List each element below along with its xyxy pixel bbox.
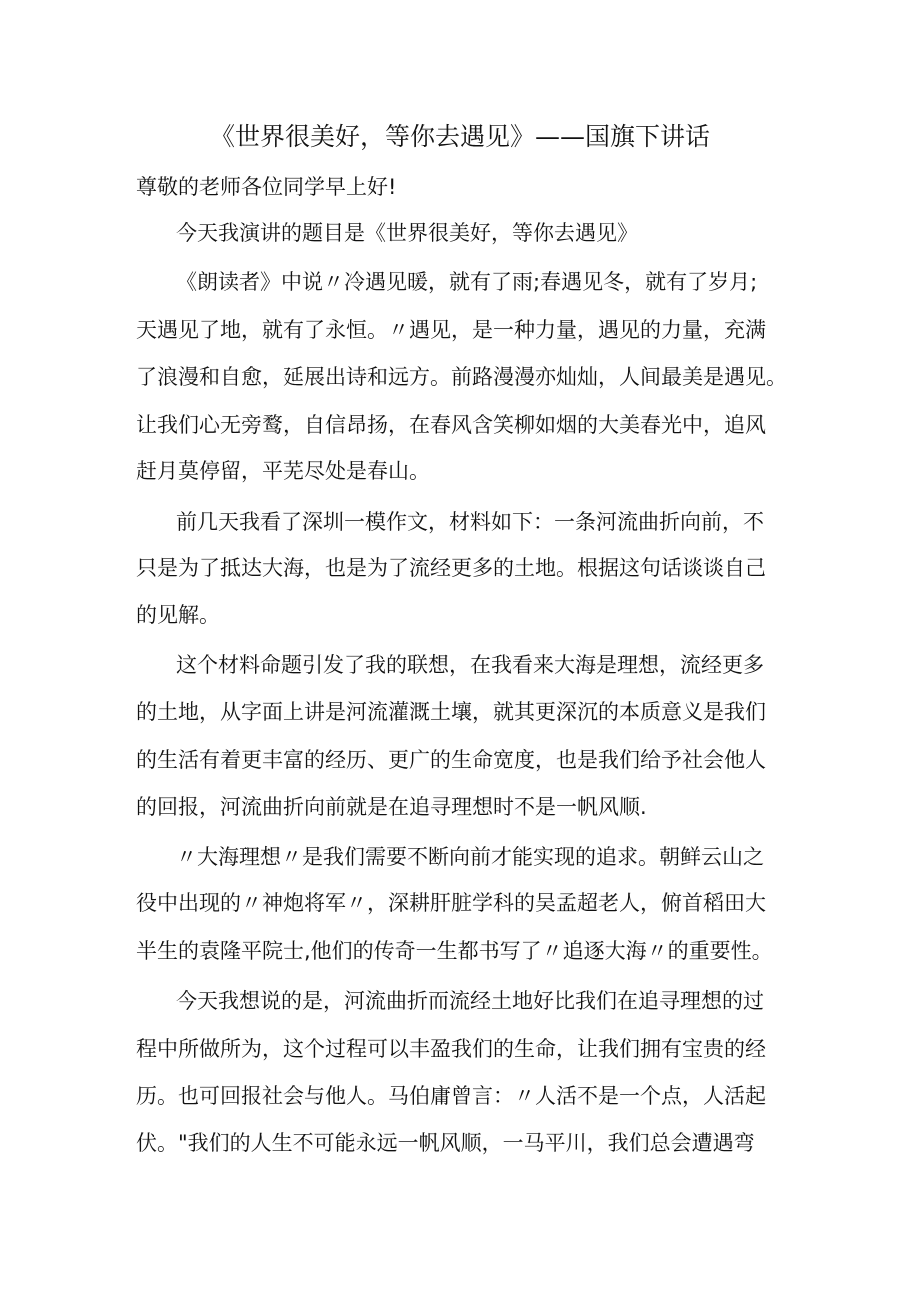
text-line: 今天我演讲的题目是《世界很美好，等你去遇见》 xyxy=(176,221,638,245)
text-line: 今天我想说的是，河流曲折而流经土地好比我们在追寻理想的过 xyxy=(176,989,764,1013)
text-line: 的见解。 xyxy=(136,603,220,627)
text-line: 只是为了抵达大海，也是为了流经更多的土地。根据这句话谈谈自己 xyxy=(136,556,766,580)
document-title: 《世界很美好，等你去遇见》——国旗下讲话 xyxy=(209,122,710,151)
text-line: 《朗读者》中说〃冷遇见暖，就有了雨;春遇见冬，就有了岁月; xyxy=(176,270,758,294)
text-line: 了浪漫和自愈，延展出诗和远方。前路漫漫亦灿灿，人间最美是遇见。 xyxy=(136,365,787,389)
text-line: 的土地，从字面上讲是河流灌溉土壤，就其更深沉的本质意义是我们 xyxy=(136,700,766,724)
text-line: 〃大海理想〃是我们需要不断向前才能实现的追求。朝鲜云山之 xyxy=(176,845,764,869)
text-line: 役中出现的〃神炮将军〃，深耕肝脏学科的吴孟超老人，俯首稻田大 xyxy=(136,891,766,915)
text-line: 让我们心无旁鹜，自信昂扬，在春风含笑柳如烟的大美春光中，追风 xyxy=(136,413,766,437)
text-line: 天遇见了地，就有了永恒。〃遇见，是一种力量，遇见的力量，充满 xyxy=(136,318,766,342)
greeting: 尊敬的老师各位同学早上好! xyxy=(136,175,397,199)
text-line: 这个材料命题引发了我的联想，在我看来大海是理想，流经更多 xyxy=(176,653,764,677)
text-line: 赶月莫停留，平芜尽处是春山。 xyxy=(136,459,430,483)
text-line: 程中所做所为，这个过程可以丰盈我们的生命，让我们拥有宝贵的经 xyxy=(136,1037,766,1061)
text-line: 历。也可回报社会与他人。马伯庸曾言：〃人活不是一个点，人活起 xyxy=(136,1084,766,1108)
text-line: 的生活有着更丰富的经历、更广的生命宽度，也是我们给予社会他人 xyxy=(136,748,766,772)
text-line: 的回报，河流曲折向前就是在追寻理想时不是一帆风顺. xyxy=(136,795,647,819)
text-line: 伏。"我们的人生不可能永远一帆风顺，一马平川，我们总会遭遇弯 xyxy=(136,1131,755,1155)
text-line: 半生的袁隆平院士,他们的传奇一生都书写了〃追逐大海〃的重要性。 xyxy=(136,939,773,963)
text-line: 前几天我看了深圳一模作文，材料如下：一条河流曲折向前，不 xyxy=(176,510,764,534)
